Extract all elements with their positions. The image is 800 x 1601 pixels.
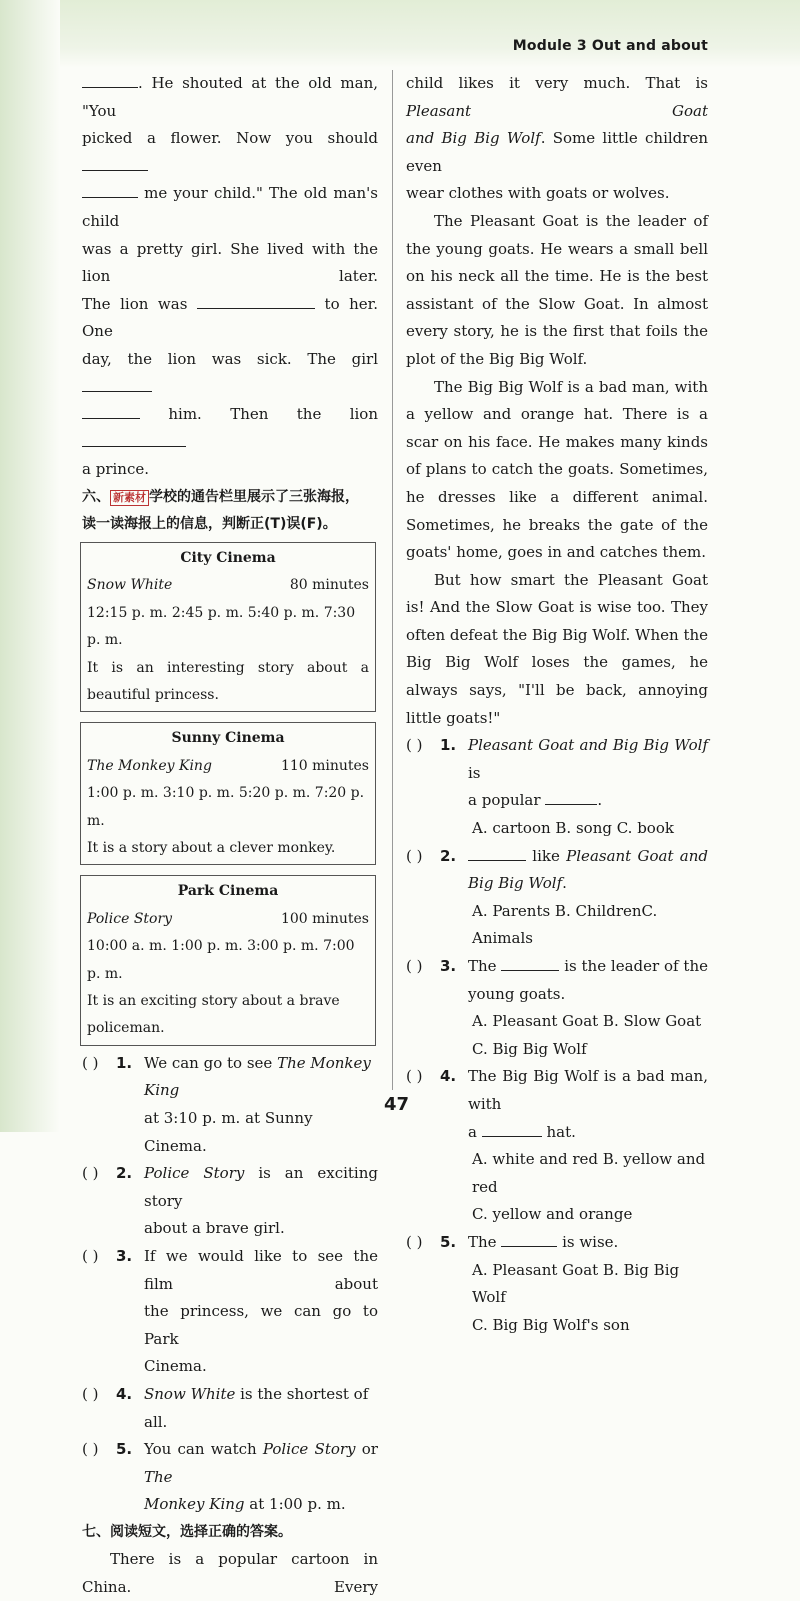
film-duration: 100 minutes	[280, 910, 369, 927]
answer-blank[interactable]	[545, 788, 597, 805]
passage-paragraph: The Big Big Wolf is a bad man, with a yellow and orange hat. There is a scar on his face. He makes many kinds of plans to catch the goats. Sometimes, he dresses like a different animal. Sometimes, he breaks the gate of the goats' home, goes in and catches them.	[406, 377, 708, 562]
answer-blank[interactable]	[468, 844, 526, 861]
answer-parens[interactable]: ( )	[406, 736, 423, 755]
film-duration: 110 minutes	[280, 757, 369, 774]
story-line: me your child." The old man's child	[82, 180, 378, 235]
poster-city-cinema	[80, 542, 376, 712]
answer-blank[interactable]	[82, 181, 138, 198]
mc-options: C. Big Big Wolf's son	[472, 1315, 630, 1334]
showtimes: 10:00 a. m. 1:00 p. m. 3:00 p. m. 7:00 p. m.	[87, 938, 355, 982]
film-description: It is a story about a clever monkey.	[87, 839, 336, 856]
story-text	[82, 70, 378, 484]
film-title: The Monkey King	[87, 757, 212, 774]
story-line: day, the lion was sick. The girl	[82, 346, 378, 401]
answer-parens[interactable]: ( )	[82, 1440, 99, 1459]
answer-parens[interactable]: ( )	[406, 1232, 423, 1251]
passage-paragraph: But how smart the Pleasant Goat is! And the Slow Goat is wise too. They often defeat the Big Big Wolf. When the Big Big Wolf loses the games, he always says, "I'll be back, annoying little goats!"	[406, 570, 709, 727]
answer-parens[interactable]: ( )	[82, 1053, 99, 1072]
new-material-tag: 新素材	[110, 490, 149, 506]
mc-options: A. Pleasant Goat B. Slow Goat	[472, 1012, 702, 1031]
answer-parens[interactable]: ( )	[406, 846, 423, 865]
cinema-name: Sunny Cinema	[171, 730, 285, 747]
answer-blank[interactable]	[82, 154, 148, 171]
answer-blank[interactable]	[82, 375, 152, 392]
tf-question-1: ( ) 1. We can go to see The Monkey King at 3:10 p. m. at Sunny Cinema.	[82, 1050, 378, 1160]
story-line: him. Then the lion	[82, 401, 378, 456]
answer-parens[interactable]: ( )	[82, 1384, 99, 1403]
column-divider	[392, 70, 393, 1090]
film-duration: 80 minutes	[289, 577, 369, 594]
cinema-name: City Cinema	[180, 549, 276, 566]
poster-sunny-cinema	[80, 722, 376, 865]
cinema-name: Park Cinema	[177, 883, 279, 900]
answer-parens[interactable]: ( )	[82, 1246, 99, 1265]
answer-blank[interactable]	[501, 954, 559, 971]
header-band	[60, 0, 800, 68]
film-title: Police Story	[87, 910, 173, 927]
film-title: Snow White	[87, 577, 173, 594]
answer-blank[interactable]	[482, 1120, 542, 1137]
tf-question-2: ( ) 2. Police Story is an exciting story about a brave girl.	[82, 1160, 378, 1243]
story-line: picked a flower. Now you should	[82, 125, 378, 180]
showtimes: 12:15 p. m. 2:45 p. m. 5:40 p. m. 7:30 p. m.	[87, 604, 356, 649]
answer-blank[interactable]	[82, 402, 140, 419]
story-line: was a pretty girl. She lived with the lion later.	[82, 239, 378, 286]
answer-parens[interactable]: ( )	[406, 1067, 423, 1086]
answer-parens[interactable]: ( )	[406, 957, 423, 975]
answer-blank[interactable]	[197, 292, 315, 309]
poster-park-cinema	[80, 875, 376, 1045]
showtimes: 1:00 p. m. 3:10 p. m. 5:20 p. m. 7:20 p. m.	[87, 785, 365, 829]
mc-options: C. yellow and orange	[472, 1205, 633, 1224]
page-edge-band	[0, 0, 60, 1132]
tf-question-4: ( ) 4. Snow White is the shortest of all.	[82, 1381, 378, 1436]
right-column	[406, 70, 708, 1339]
left-column	[82, 70, 378, 1601]
mc-options: A. Parents B. ChildrenC. Animals	[472, 901, 658, 948]
mc-options: A. Pleasant Goat B. Big Big Wolf	[472, 1260, 680, 1307]
section-6-heading: 六、 新素材 学校的通告栏里展示了三张海报， 读一读海报上的信息，判断正(T)误(F)。	[82, 488, 359, 532]
answer-blank[interactable]	[82, 71, 138, 88]
mc-options: A. cartoon B. song C. book	[472, 819, 674, 838]
passage-paragraph: child likes it very much. That is Pleasant Goat and Big Big Wolf. Some little children even wear clothes with goats or wolves.	[406, 74, 708, 203]
story-line: . He shouted at the old man, "You	[82, 70, 378, 125]
passage-paragraph: The Pleasant Goat is the leader of the young goats. He wears a small bell on his neck all the time. He is the best assistant of the Slow Goat. In almost every story, he is the first that foils the plot of the Big Big Wolf.	[406, 211, 708, 368]
tf-question-5: ( ) 5. You can watch Police Story or The Monkey King at 1:00 p. m.	[82, 1436, 378, 1519]
tf-question-3: ( ) 3. If we would like to see the film about the princess, we can go to Park Cinema.	[82, 1243, 378, 1381]
answer-parens[interactable]: ( )	[82, 1164, 99, 1183]
mc-question-2: ( ) 2. like Pleasant Goat and Big Big Wolf.	[406, 843, 708, 898]
mc-question-3: ( ) 3. The is the leader of the young goats.	[406, 953, 708, 1008]
mc-question-1: ( ) 1. Pleasant Goat and Big Big Wolf is a popular .	[406, 732, 708, 815]
story-line: a prince.	[82, 460, 149, 479]
mc-options: C. Big Big Wolf	[472, 1039, 587, 1058]
mc-question-5: ( ) 5. The is wise.	[406, 1229, 708, 1257]
film-description: It is an exciting story about a brave policeman.	[87, 993, 340, 1037]
story-line: The lion was to her. One	[82, 291, 378, 346]
passage-start: There is a popular cartoon in China. Every	[82, 1549, 378, 1596]
page-number: 47	[384, 1094, 410, 1115]
film-description: It is an interesting story about a beautiful princess.	[87, 659, 369, 703]
answer-blank[interactable]	[82, 430, 186, 447]
mc-options: A. white and red B. yellow and red	[472, 1150, 706, 1196]
answer-blank[interactable]	[501, 1230, 557, 1247]
section-7-heading: 七、阅读短文，选择正确的答案。	[82, 1523, 292, 1540]
mc-question-4: ( ) 4. The Big Big Wolf is a bad man, with a hat.	[406, 1063, 708, 1146]
module-header: Module 3 Out and about	[512, 38, 708, 54]
